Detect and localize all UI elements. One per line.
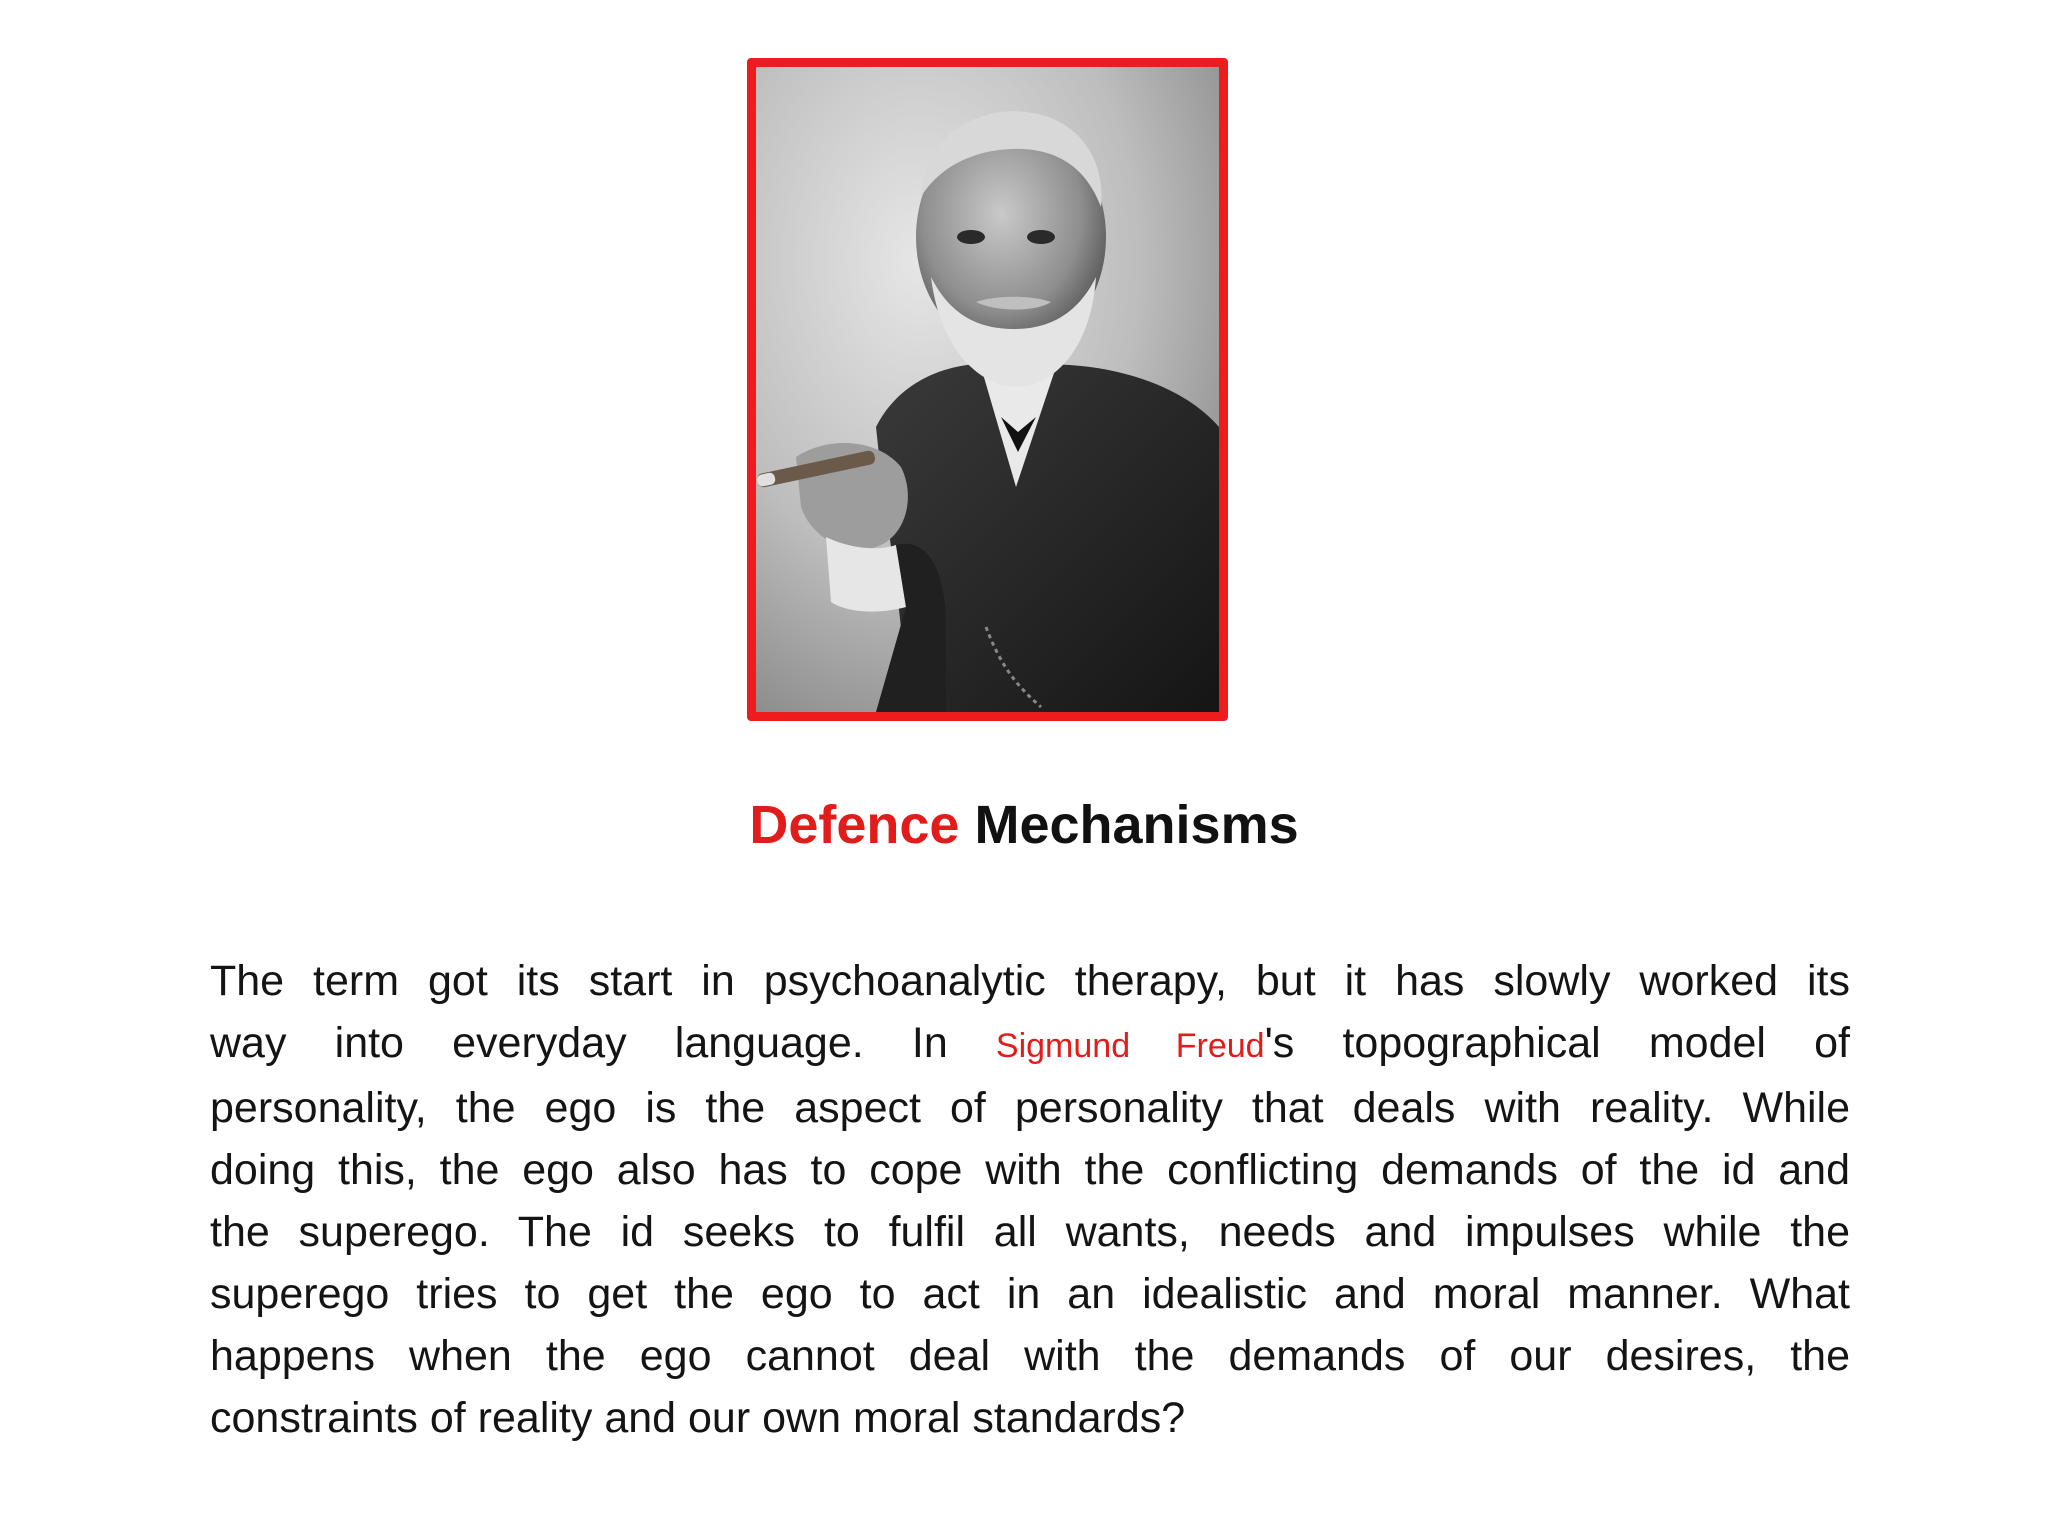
body-line-text: way into everyday language. In [210, 1019, 996, 1067]
body-paragraph [210, 950, 1850, 1449]
body-line: personality, the ego is the aspect of personality that deals with reality. While [210, 1084, 1850, 1132]
body-line: superego tries to get the ego to act in an idealistic and moral manner. What [210, 1270, 1850, 1318]
page-title [0, 790, 2048, 860]
body-line: happens when the ego cannot deal with the demands of our desires, the [210, 1332, 1850, 1380]
body-line: the superego. The id seeks to fulfil all wants, needs and impulses while the [210, 1208, 1850, 1256]
title-main-word: Mechanisms [974, 795, 1299, 855]
body-line: The term got its start in psychoanalytic therapy, but it has slowly worked its [210, 957, 1850, 1005]
title-accent-word: Defence [749, 795, 960, 855]
body-line-text: 's topographical model of [1264, 1019, 1850, 1067]
freud-name-link: Sigmund Freud [995, 1027, 1265, 1065]
portrait-frame [747, 58, 1228, 721]
body-line [210, 1012, 1850, 1077]
portrait-photo-icon [756, 67, 1219, 712]
body-line: constraints of reality and our own moral standards? [210, 1394, 1186, 1442]
body-line: doing this, the ego also has to cope with the conflicting demands of the id and [210, 1146, 1850, 1194]
